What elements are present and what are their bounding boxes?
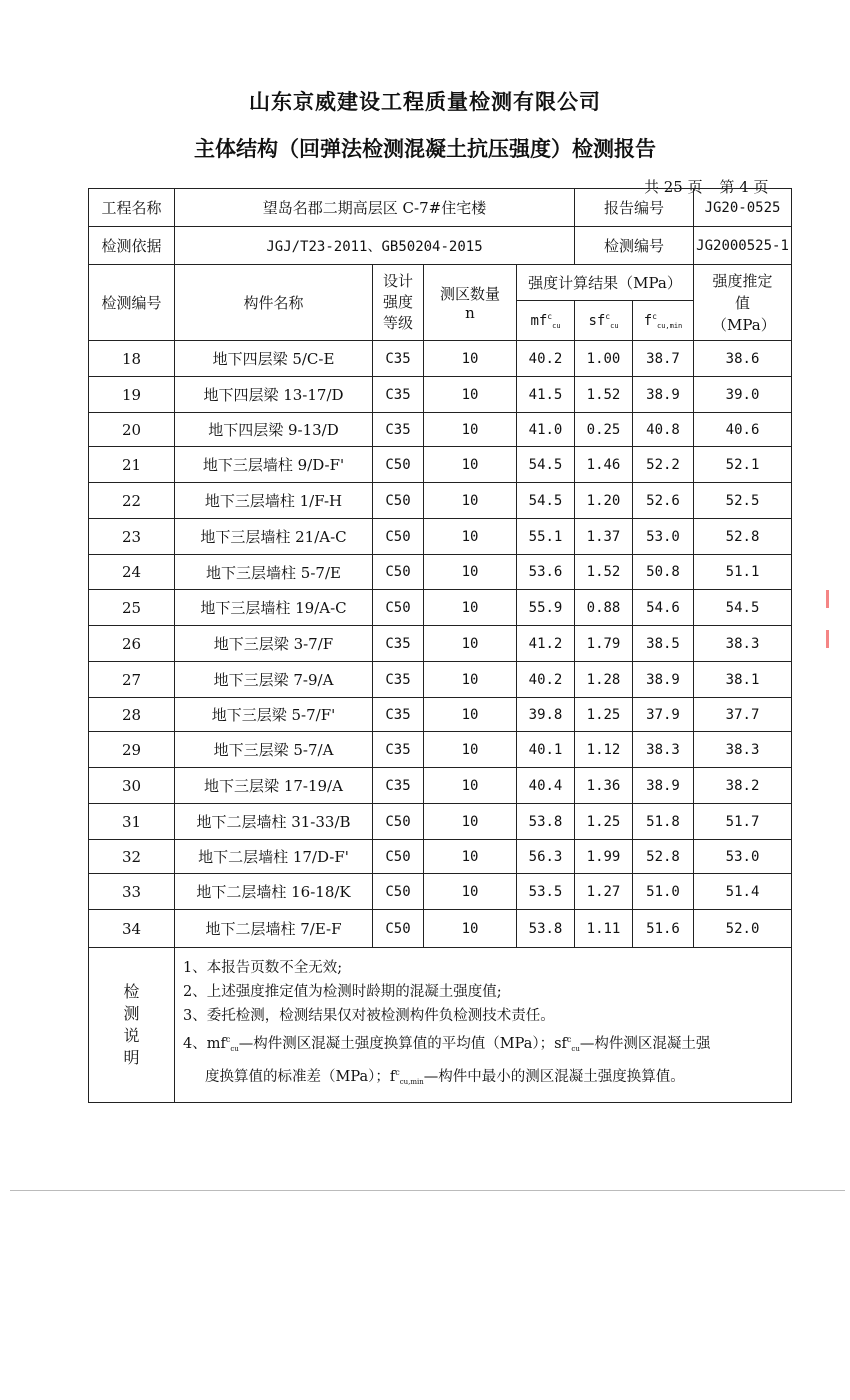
cell-grade: C50 xyxy=(373,910,424,948)
notes-label-char: 明 xyxy=(123,1048,140,1067)
cell-sf: 1.00 xyxy=(575,341,633,377)
note-4-b: —构件测区混凝土强度换算值的平均值（MPa）；sf xyxy=(238,1036,567,1052)
cell-estimate: 39.0 xyxy=(694,377,792,413)
sf-sup: c xyxy=(605,311,611,321)
cell-id: 31 xyxy=(89,804,175,840)
cell-count: 10 xyxy=(424,662,517,698)
cell-mf: 55.9 xyxy=(517,590,575,626)
cell-mf: 41.5 xyxy=(517,377,575,413)
cell-id: 29 xyxy=(89,732,175,768)
table-row xyxy=(89,377,792,413)
cell-count: 10 xyxy=(424,626,517,662)
col-header-estimate: 强度推定值（MPa） xyxy=(694,265,792,341)
basis-value: JGJ/T23-2011、GB50204-2015 xyxy=(175,227,575,265)
cell-name: 地下三层梁 3-7/F xyxy=(175,626,373,662)
cell-fmin: 54.6 xyxy=(633,590,694,626)
cell-sf: 1.12 xyxy=(575,732,633,768)
column-header-row-1 xyxy=(89,265,792,301)
cell-fmin: 38.9 xyxy=(633,768,694,804)
cell-grade: C35 xyxy=(373,377,424,413)
cell-fmin: 38.3 xyxy=(633,732,694,768)
cell-sf: 1.27 xyxy=(575,874,633,910)
cell-name: 地下三层梁 5-7/A xyxy=(175,732,373,768)
cell-id: 30 xyxy=(89,768,175,804)
note-4-e: —构件中最小的测区混凝土强度换算值。 xyxy=(423,1069,685,1085)
note-4-sub1: cu xyxy=(230,1045,239,1053)
table-row xyxy=(89,483,792,519)
scan-edge-line xyxy=(10,1190,845,1191)
cell-grade: C35 xyxy=(373,662,424,698)
cell-fmin: 38.7 xyxy=(633,341,694,377)
cell-mf: 39.8 xyxy=(517,698,575,732)
project-label: 工程名称 xyxy=(89,189,175,227)
cell-grade: C35 xyxy=(373,413,424,447)
cell-sf: 1.11 xyxy=(575,910,633,948)
cell-sf: 1.52 xyxy=(575,377,633,413)
cell-grade: C35 xyxy=(373,732,424,768)
table-row xyxy=(89,447,792,483)
col-header-name: 构件名称 xyxy=(175,265,373,341)
cell-mf: 41.2 xyxy=(517,626,575,662)
cell-grade: C35 xyxy=(373,768,424,804)
cell-id: 32 xyxy=(89,840,175,874)
cell-grade: C50 xyxy=(373,447,424,483)
cell-id: 19 xyxy=(89,377,175,413)
note-1: 1、本报告页数不全无效; xyxy=(183,960,343,976)
cell-count: 10 xyxy=(424,590,517,626)
cell-count: 10 xyxy=(424,804,517,840)
cell-sf: 1.20 xyxy=(575,483,633,519)
cell-name: 地下二层墙柱 16-18/K xyxy=(175,874,373,910)
note-4-cont xyxy=(183,1061,785,1094)
cell-estimate: 51.7 xyxy=(694,804,792,840)
cell-grade: C50 xyxy=(373,483,424,519)
table-row xyxy=(89,662,792,698)
cell-estimate: 37.7 xyxy=(694,698,792,732)
cell-estimate: 38.1 xyxy=(694,662,792,698)
cell-sf: 1.46 xyxy=(575,447,633,483)
cell-mf: 53.6 xyxy=(517,555,575,590)
note-4-d: 度换算值的标准差（MPa）；f xyxy=(205,1069,396,1085)
cell-grade: C35 xyxy=(373,341,424,377)
cell-mf: 53.8 xyxy=(517,804,575,840)
cell-sf: 1.36 xyxy=(575,768,633,804)
total-pages: 共 25 页 xyxy=(644,178,703,196)
cell-id: 33 xyxy=(89,874,175,910)
f-sup: c xyxy=(652,311,657,321)
cell-name: 地下三层梁 17-19/A xyxy=(175,768,373,804)
col-header-mf xyxy=(517,301,575,341)
notes-row xyxy=(89,948,792,1103)
cell-name: 地下二层墙柱 7/E-F xyxy=(175,910,373,948)
cell-estimate: 52.5 xyxy=(694,483,792,519)
cell-id: 18 xyxy=(89,341,175,377)
cell-fmin: 51.6 xyxy=(633,910,694,948)
cell-fmin: 37.9 xyxy=(633,698,694,732)
data-rows xyxy=(89,341,792,948)
mf-sub: cu xyxy=(552,321,561,330)
cell-mf: 56.3 xyxy=(517,840,575,874)
cell-fmin: 51.8 xyxy=(633,804,694,840)
cell-sf: 0.88 xyxy=(575,590,633,626)
table-row xyxy=(89,768,792,804)
notes-label xyxy=(89,948,175,1103)
cell-id: 22 xyxy=(89,483,175,519)
cell-fmin: 52.8 xyxy=(633,840,694,874)
col-header-count-n: n xyxy=(465,304,475,322)
cell-estimate: 51.1 xyxy=(694,555,792,590)
cell-name: 地下三层墙柱 19/A-C xyxy=(175,590,373,626)
table-row xyxy=(89,910,792,948)
cell-mf: 41.0 xyxy=(517,413,575,447)
note-4-sup1: c xyxy=(225,1035,231,1044)
cell-id: 27 xyxy=(89,662,175,698)
cell-estimate: 38.6 xyxy=(694,341,792,377)
cell-count: 10 xyxy=(424,555,517,590)
notes-label-char: 检 xyxy=(123,982,140,1001)
cell-estimate: 53.0 xyxy=(694,840,792,874)
cell-id: 25 xyxy=(89,590,175,626)
col-header-grade: 设计强度等级 xyxy=(373,265,424,341)
cell-grade: C50 xyxy=(373,555,424,590)
cell-fmin: 38.9 xyxy=(633,377,694,413)
cell-name: 地下二层墙柱 17/D-F' xyxy=(175,840,373,874)
test-no-label: 检测编号 xyxy=(575,227,694,265)
col-header-fmin xyxy=(633,301,694,341)
cell-mf: 53.8 xyxy=(517,910,575,948)
cell-id: 34 xyxy=(89,910,175,948)
cell-mf: 54.5 xyxy=(517,483,575,519)
report-no-label: 报告编号 xyxy=(575,189,694,227)
cell-name: 地下四层梁 13-17/D xyxy=(175,377,373,413)
cell-estimate: 40.6 xyxy=(694,413,792,447)
cell-fmin: 53.0 xyxy=(633,519,694,555)
cell-estimate: 38.3 xyxy=(694,732,792,768)
cell-mf: 53.5 xyxy=(517,874,575,910)
cell-estimate: 52.8 xyxy=(694,519,792,555)
cell-fmin: 51.0 xyxy=(633,874,694,910)
col-header-count-label: 测区数量 xyxy=(439,285,500,303)
cell-name: 地下三层梁 7-9/A xyxy=(175,662,373,698)
cell-fmin: 52.2 xyxy=(633,447,694,483)
notes-content xyxy=(175,948,792,1103)
notes-label-char: 测 xyxy=(123,1004,140,1023)
scan-mark xyxy=(826,630,829,648)
cell-id: 23 xyxy=(89,519,175,555)
table-row xyxy=(89,413,792,447)
cell-mf: 40.2 xyxy=(517,341,575,377)
cell-count: 10 xyxy=(424,874,517,910)
table-row xyxy=(89,804,792,840)
basis-label: 检测依据 xyxy=(89,227,175,265)
note-3: 3、委托检测，检测结果仅对被检测构件负检测技术责任。 xyxy=(183,1008,555,1024)
report-title: 主体结构（回弹法检测混凝土抗压强度）检测报告 xyxy=(194,137,656,161)
cell-name: 地下三层墙柱 21/A-C xyxy=(175,519,373,555)
table-row xyxy=(89,874,792,910)
cell-mf: 55.1 xyxy=(517,519,575,555)
cell-sf: 1.28 xyxy=(575,662,633,698)
sf-sub: cu xyxy=(610,321,619,330)
cell-grade: C50 xyxy=(373,519,424,555)
cell-estimate: 51.4 xyxy=(694,874,792,910)
cell-count: 10 xyxy=(424,341,517,377)
cell-grade: C50 xyxy=(373,840,424,874)
table-row xyxy=(89,698,792,732)
mf-symbol: mf xyxy=(530,312,548,329)
project-value: 望岛名郡二期高层区 C-7#住宅楼 xyxy=(175,189,575,227)
cell-sf: 1.99 xyxy=(575,840,633,874)
scan-mark xyxy=(826,590,829,608)
cell-name: 地下三层墙柱 1/F-H xyxy=(175,483,373,519)
cell-grade: C35 xyxy=(373,626,424,662)
note-4-a: 4、mf xyxy=(183,1036,226,1052)
f-sub: cu,min xyxy=(656,321,683,330)
cell-id: 28 xyxy=(89,698,175,732)
cell-id: 24 xyxy=(89,555,175,590)
cell-count: 10 xyxy=(424,519,517,555)
cell-grade: C50 xyxy=(373,874,424,910)
cell-estimate: 52.0 xyxy=(694,910,792,948)
cell-sf: 1.25 xyxy=(575,804,633,840)
cell-grade: C35 xyxy=(373,698,424,732)
cell-id: 21 xyxy=(89,447,175,483)
note-4-sub2: cu xyxy=(571,1045,580,1053)
cell-mf: 40.4 xyxy=(517,768,575,804)
report-table xyxy=(88,188,792,1103)
cell-name: 地下四层梁 5/C-E xyxy=(175,341,373,377)
info-row-project xyxy=(89,189,792,227)
cell-mf: 54.5 xyxy=(517,447,575,483)
note-4-sub3: cu,min xyxy=(399,1078,424,1086)
current-page: 第 4 页 xyxy=(719,178,769,196)
mf-sup: c xyxy=(547,311,553,321)
cell-count: 10 xyxy=(424,840,517,874)
table-row xyxy=(89,341,792,377)
notes-label-char: 说 xyxy=(123,1026,140,1045)
note-2: 2、上述强度推定值为检测时龄期的混凝土强度值; xyxy=(183,984,502,1000)
col-header-id: 检测编号 xyxy=(89,265,175,341)
col-header-count xyxy=(424,265,517,341)
table-row xyxy=(89,555,792,590)
cell-fmin: 38.9 xyxy=(633,662,694,698)
cell-count: 10 xyxy=(424,447,517,483)
col-header-sf xyxy=(575,301,633,341)
cell-mf: 40.1 xyxy=(517,732,575,768)
cell-id: 20 xyxy=(89,413,175,447)
f-symbol: f xyxy=(643,312,653,329)
cell-count: 10 xyxy=(424,413,517,447)
cell-grade: C50 xyxy=(373,804,424,840)
cell-count: 10 xyxy=(424,768,517,804)
note-4-c: —构件测区混凝土强 xyxy=(579,1036,711,1052)
sf-symbol: sf xyxy=(588,312,606,329)
note-4-sup3: c xyxy=(395,1068,400,1077)
cell-count: 10 xyxy=(424,483,517,519)
test-no-value: JG2000525-1 xyxy=(694,227,792,265)
cell-count: 10 xyxy=(424,910,517,948)
cell-sf: 1.52 xyxy=(575,555,633,590)
cell-estimate: 38.2 xyxy=(694,768,792,804)
report-no-value: JG20-0525 xyxy=(694,189,792,227)
table-row xyxy=(89,519,792,555)
cell-sf: 1.37 xyxy=(575,519,633,555)
cell-name: 地下二层墙柱 31-33/B xyxy=(175,804,373,840)
note-4 xyxy=(183,1028,785,1061)
cell-id: 26 xyxy=(89,626,175,662)
cell-fmin: 38.5 xyxy=(633,626,694,662)
cell-name: 地下四层梁 9-13/D xyxy=(175,413,373,447)
cell-sf: 0.25 xyxy=(575,413,633,447)
cell-fmin: 50.8 xyxy=(633,555,694,590)
cell-name: 地下三层梁 5-7/F' xyxy=(175,698,373,732)
cell-count: 10 xyxy=(424,377,517,413)
table-row xyxy=(89,626,792,662)
col-header-calc: 强度计算结果（MPa） xyxy=(517,265,694,301)
cell-fmin: 40.8 xyxy=(633,413,694,447)
note-4-sup2: c xyxy=(566,1035,572,1044)
info-row-basis xyxy=(89,227,792,265)
cell-grade: C50 xyxy=(373,590,424,626)
cell-count: 10 xyxy=(424,698,517,732)
cell-estimate: 38.3 xyxy=(694,626,792,662)
cell-sf: 1.79 xyxy=(575,626,633,662)
cell-estimate: 54.5 xyxy=(694,590,792,626)
cell-name: 地下三层墙柱 5-7/E xyxy=(175,555,373,590)
table-row xyxy=(89,732,792,768)
company-name: 山东京威建设工程质量检测有限公司 xyxy=(249,90,601,114)
cell-mf: 40.2 xyxy=(517,662,575,698)
cell-estimate: 52.1 xyxy=(694,447,792,483)
table-row xyxy=(89,840,792,874)
table-row xyxy=(89,590,792,626)
cell-sf: 1.25 xyxy=(575,698,633,732)
cell-name: 地下三层墙柱 9/D-F' xyxy=(175,447,373,483)
cell-fmin: 52.6 xyxy=(633,483,694,519)
cell-count: 10 xyxy=(424,732,517,768)
